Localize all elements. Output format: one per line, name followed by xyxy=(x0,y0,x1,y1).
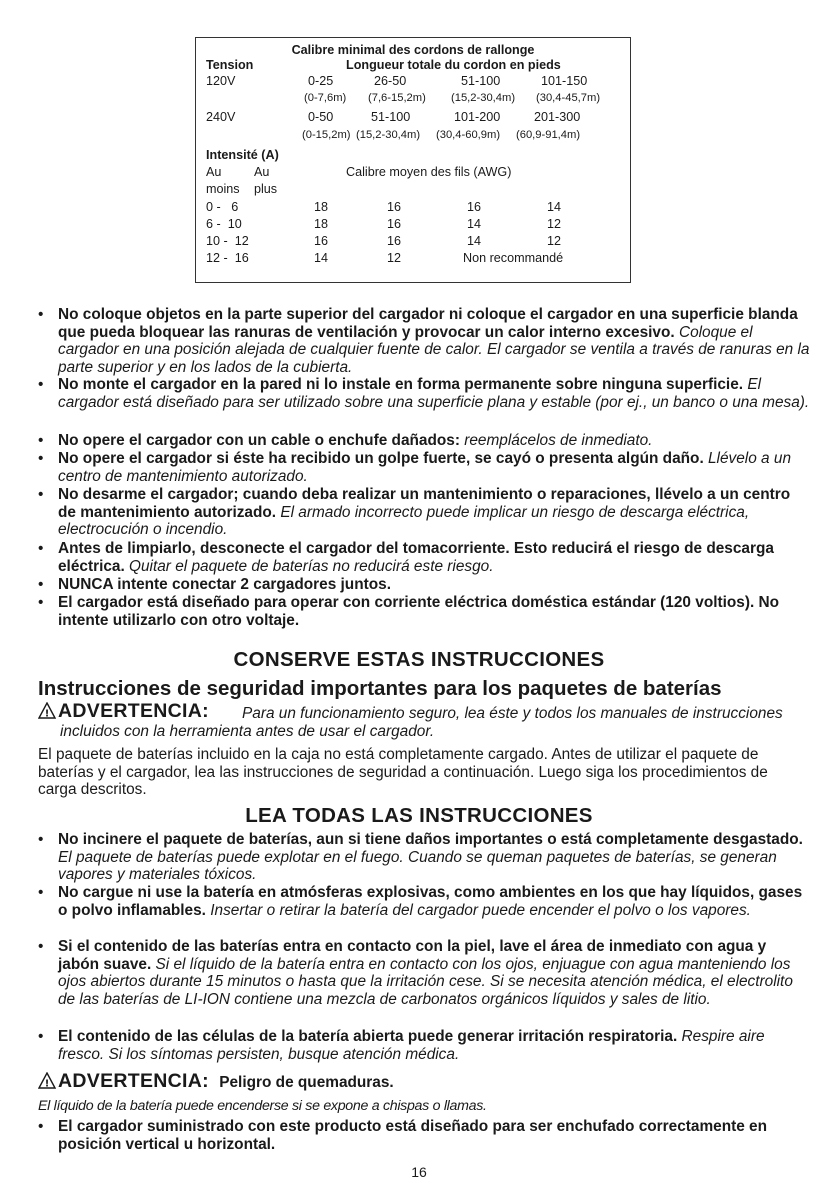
bullet-bold: NUNCA intente conectar 2 cargadores juntos. xyxy=(58,576,391,593)
bullet-dot: • xyxy=(38,938,44,955)
amp-range: 0 - 6 xyxy=(206,200,239,214)
bullet-dot: • xyxy=(38,376,44,393)
metric-cell: (60,9-91,4m) xyxy=(516,129,581,141)
gauge-cell: 16 xyxy=(387,217,402,231)
bullet-italic: Respire aire fresco. Si los síntomas persisten, busque atención médica. xyxy=(58,1028,765,1063)
bullet-bold: El contenido de las células de la batería abierta puede generar irritación respiratoria. xyxy=(58,1028,678,1045)
length-label: Longueur totale du cordon en pieds xyxy=(346,58,561,72)
amp-range: 10 - 12 xyxy=(206,234,249,248)
bullet-bold: No opere el cargador con un cable o enchufe dañados: xyxy=(58,432,460,449)
svg-text:!: ! xyxy=(44,708,50,719)
warning-triangle-icon xyxy=(38,702,58,724)
bullet-italic: Quitar el paquete de baterías no reducirá este riesgo. xyxy=(124,557,494,575)
bullet-italic: El cargador está diseñado para ser utilizado sobre una superficie plana y estable (por ej., un banco o una mesa). xyxy=(58,376,810,411)
tension-label: Tension xyxy=(206,58,254,72)
bullet-dot: • xyxy=(38,1028,44,1045)
range-cell: 51-100 xyxy=(461,74,501,88)
gauge-cell: 16 xyxy=(387,200,402,214)
bullet-bold: Antes de limpiarlo, desconecte el cargador del tomacorriente. Esto reducirá el riesgo de descarga eléctrica. xyxy=(58,540,774,575)
bullet-bold: No monte el cargador en la pared ni lo instale en forma permanente sobre ninguna superficie. xyxy=(58,376,744,393)
warning-subtitle: Peligro de quemaduras. xyxy=(219,1074,394,1091)
plus-label: plus xyxy=(254,182,278,196)
range-cell: 101-200 xyxy=(454,110,501,124)
amp-range: 6 - 10 xyxy=(206,217,242,231)
metric-cell: (15,2-30,4m) xyxy=(356,129,421,141)
metric-cell: (15,2-30,4m) xyxy=(451,92,516,104)
gauge-cell: 12 xyxy=(547,234,562,248)
range-cell: 0-25 xyxy=(308,74,334,88)
gauge-cell: 14 xyxy=(314,251,329,265)
metric-cell: (0-7,6m) xyxy=(304,92,347,104)
warning-block-burn xyxy=(38,1072,818,1094)
bullet-bold: No opere el cargador si éste ha recibido un golpe fuerte, se cayó o presenta algún daño. xyxy=(58,450,704,467)
extension-cord-gauge-table xyxy=(195,37,631,283)
metric-cell: (0-15,2m) xyxy=(302,129,351,141)
warning-label: ADVERTENCIA: xyxy=(58,1070,209,1092)
intensity-label: Intensité (A) xyxy=(206,148,279,162)
metric-cell: (30,4-45,7m) xyxy=(536,92,601,104)
bullet-dot: • xyxy=(38,306,44,323)
bullet-italic: Llévelo a un centro de mantenimiento autorizado. xyxy=(58,450,791,485)
gauge-cell: 16 xyxy=(314,234,329,248)
table-title: Calibre minimal des cordons de rallonge xyxy=(291,43,535,57)
bullet-dot: • xyxy=(38,831,44,848)
gauge-label: Calibre moyen des fils (AWG) xyxy=(346,165,512,179)
bullet-bold: El cargador suministrado con este producto está diseñado para ser enchufado correctamente en posición vertical u horizontal. xyxy=(58,1118,768,1153)
heading-read-all: LEA TODAS LAS INSTRUCCIONES xyxy=(245,804,593,827)
heading-conserve: CONSERVE ESTAS INSTRUCCIONES xyxy=(233,648,605,671)
bullet-dot: • xyxy=(38,432,44,449)
bullet-italic: Insertar o retirar la batería del cargador puede encender el polvo o los vapores. xyxy=(205,901,751,919)
range-cell: 26-50 xyxy=(374,74,407,88)
range-cell: 101-150 xyxy=(541,74,588,88)
gauge-cell: 18 xyxy=(314,200,329,214)
bullet-dot: • xyxy=(38,540,44,557)
bullet-italic: El paquete de baterías puede explotar en el fuego. Cuando se queman paquetes de baterías, se generan vapores y materiales tóxicos. xyxy=(58,848,777,884)
bullet-bold: Si el contenido de las baterías entra en contacto con la piel, lave el área de inmediato con agua y jabón suave. xyxy=(58,938,767,973)
warning-triangle-icon xyxy=(38,1072,58,1094)
heading-battery-safety: Instrucciones de seguridad importantes para los paquetes de baterías xyxy=(38,677,722,700)
gauge-cell: 14 xyxy=(547,200,562,214)
range-cell: 51-100 xyxy=(371,110,411,124)
bullet-dot: • xyxy=(38,1118,44,1135)
gauge-cell: 18 xyxy=(314,217,329,231)
gauge-cell: 16 xyxy=(387,234,402,248)
gauge-cell: 12 xyxy=(387,251,402,265)
svg-text:!: ! xyxy=(44,1078,50,1089)
gauge-cell: Non recommandé xyxy=(463,251,564,265)
bullet-bold: No cargue ni use la batería en atmósferas explosivas, como ambientes en los que hay líquidos, gases o polvo inflamables. xyxy=(58,884,803,919)
bullet-dot: • xyxy=(38,884,44,901)
gauge-cell: 12 xyxy=(547,217,562,231)
bullet-bold: El cargador está diseñado para operar con corriente eléctrica doméstica estándar (120 voltios). No intente utilizarlo con otro voltaje. xyxy=(58,594,780,629)
warning-text: Para un funcionamiento seguro, lea éste y todos los manuales de instrucciones incluidos con la herramienta antes de usar el cargador. xyxy=(60,705,783,740)
bullet-italic: El armado incorrecto puede implicar un riesgo de descarga eléctrica, electrocución o incendio. xyxy=(58,503,750,539)
warning-label: ADVERTENCIA: xyxy=(58,700,209,722)
voltage-240: 240V xyxy=(206,110,236,124)
voltage-120: 120V xyxy=(206,74,236,88)
bullet-dot: • xyxy=(38,576,44,593)
gauge-cell: 14 xyxy=(467,217,482,231)
bullet-italic: reemplácelos de inmediato. xyxy=(459,432,653,449)
bullet-italic: Coloque el cargador en una posición alejada de cualquier fuente de calor. El cargador se ventila a través de ranuras en la parte superior y en los lados de la cubierta. xyxy=(58,323,810,376)
amp-range: 12 - 16 xyxy=(206,251,249,265)
bullet-bold: No coloque objetos en la parte superior del cargador ni coloque el cargador en una superficie blanda que pueda bloquear las ranuras de ventilación y provocar un calor interno excesivo. xyxy=(58,306,798,341)
gauge-cell: 16 xyxy=(467,200,482,214)
bullet-italic: Si el líquido de la batería entra en contacto con los ojos, enjuague con agua manteniendo los ojos abiertos durante 15 minutos o hasta que la irritación cese. Si se necesita atención médica, el electrolito de las baterías de LI-ION contiene una mezcla de carbonatos orgánicos líquidos y sales de litio. xyxy=(58,955,793,1008)
range-cell: 201-300 xyxy=(534,110,581,124)
bullet-dot: • xyxy=(38,594,44,611)
page-number: 16 xyxy=(411,1164,427,1180)
au-label: Au xyxy=(254,165,270,179)
bullet-bold: No incinere el paquete de baterías, aun si tiene daños importantes o está completamente desgastado. xyxy=(58,831,803,848)
moins-label: moins xyxy=(206,182,240,196)
metric-cell: (7,6-15,2m) xyxy=(368,92,426,104)
bullet-dot: • xyxy=(38,450,44,467)
burn-warning-text: El líquido de la batería puede encenderse si se expone a chispas o llamas. xyxy=(38,1098,487,1114)
au-label: Au xyxy=(206,165,222,179)
intro-paragraph: El paquete de baterías incluido en la caja no está completamente cargado. Antes de utilizar el paquete de baterías y el cargador, lea las instrucciones de seguridad a continuación. Luego siga los procedimientos de carga descritos. xyxy=(38,746,768,799)
metric-cell: (30,4-60,9m) xyxy=(436,129,501,141)
range-cell: 0-50 xyxy=(308,110,334,124)
bullet-dot: • xyxy=(38,486,44,503)
gauge-cell: 14 xyxy=(467,234,482,248)
bullet-bold: No desarme el cargador; cuando deba realizar un mantenimiento o reparaciones, llévelo a un centro de mantenimiento autorizado. xyxy=(58,486,791,521)
